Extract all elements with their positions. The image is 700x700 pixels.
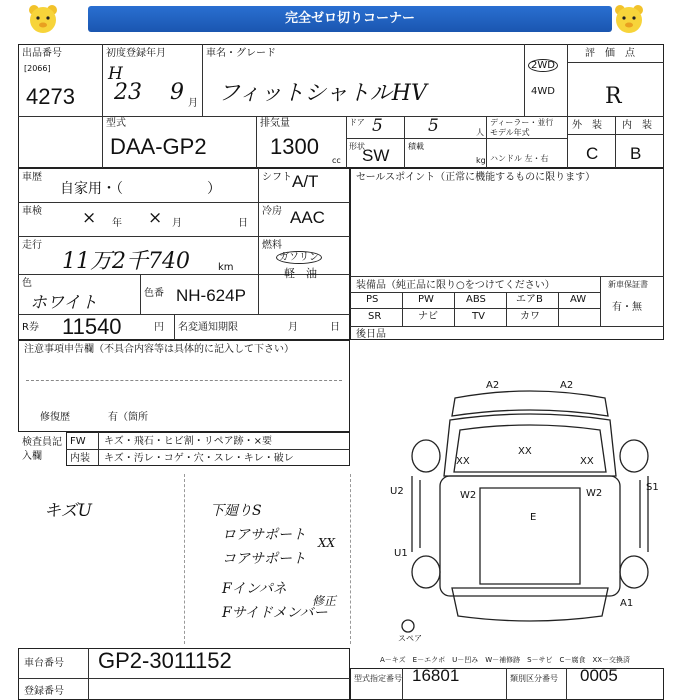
equip-leather: カワ: [520, 311, 540, 322]
fw-label: FW: [70, 436, 86, 447]
inspection-year-mark: ×: [82, 208, 97, 228]
fw-text: キズ・飛石・ヒビ割・リペア跡・×要: [104, 436, 272, 447]
cc-label: 排気量: [260, 118, 290, 129]
history-value: 自家用・（ ）: [60, 181, 221, 197]
color-value: ホワイト: [30, 293, 98, 313]
name-change-day: 日: [330, 322, 340, 333]
color-code-label: 色番: [144, 288, 164, 299]
diagram-spare-label: スペア: [398, 634, 422, 643]
fuel-gasoline: ガソリン: [276, 252, 322, 263]
handle-label: ハンドル 左・右: [490, 154, 549, 163]
class-no-label: 類別区分番号: [510, 674, 558, 683]
type-label: 型式: [106, 118, 126, 129]
sales-grid: [350, 168, 664, 340]
class-no-value: 0005: [580, 666, 618, 685]
load-unit: kg: [476, 156, 486, 165]
shift-label: シフト: [262, 172, 292, 183]
model-no-value: 16801: [412, 666, 460, 685]
exterior-grade: C: [586, 144, 599, 163]
interior-label: 内 装: [622, 120, 652, 131]
inspector-label: 検査員記入欄: [22, 437, 62, 462]
repair-value: 有（箇所: [108, 412, 148, 423]
shape-label: 形状: [349, 142, 365, 151]
model-year-label: モデル年式: [490, 128, 530, 137]
diagram-label-xx-2: XX: [518, 446, 532, 457]
diagram-label-e: E: [530, 512, 537, 523]
remark-left: キズU: [44, 501, 92, 521]
remark-line-1: 下廻りS: [210, 503, 262, 519]
door-value: 5: [372, 116, 383, 136]
door-label: ドア: [349, 118, 365, 127]
model-name: フィットシャトルHV: [218, 81, 427, 106]
recycle-value: 11540: [62, 314, 122, 339]
fuel-label: 燃料: [262, 240, 282, 251]
cc-value: 1300: [270, 134, 319, 159]
model-no-label: 型式指定番号: [354, 674, 402, 683]
warranty-label: 新車保証書: [608, 280, 648, 289]
mascot-bear-icon: [612, 3, 646, 35]
diagram-label-s1: S1: [646, 482, 659, 493]
ac-label: 冷房: [262, 206, 282, 217]
diagram-label-u1: U1: [394, 548, 408, 559]
lot-sub: [2066]: [24, 64, 51, 73]
grade-value: R: [605, 84, 622, 109]
shape-value: SW: [362, 146, 390, 165]
equip-tv: TV: [472, 311, 485, 322]
equip-pw: PW: [418, 294, 434, 305]
diagram-label-xx-1: XX: [456, 456, 470, 467]
diagram-label-a2-right: A2: [560, 380, 574, 391]
interior-check-text: キズ・汚レ・コゲ・穴・スレ・キレ・破レ: [104, 453, 294, 464]
after-label: 後日品: [356, 329, 386, 340]
equip-ps: PS: [366, 294, 379, 305]
diagram-label-xx-3: XX: [580, 456, 594, 467]
type-value: DAA-GP2: [110, 134, 207, 159]
recycle-label: R券: [22, 322, 39, 333]
damage-legend: A－キズ E－エクボ U－凹み W－補修跡 S－サビ C－腐食 XX－交換済: [380, 656, 631, 664]
remark-fix: 修正: [312, 594, 337, 608]
reg-year: 23: [114, 80, 142, 105]
equipment-label: 装備品（純正品に限り○をつけてください）: [356, 280, 555, 291]
mileage-unit: km: [218, 262, 234, 273]
capacity-value: 5: [428, 116, 439, 136]
dealer-label: ディーラー・並行: [490, 118, 554, 127]
inspection-month-unit: 月: [172, 218, 182, 229]
load-label: 積載: [408, 142, 424, 151]
banner-title: 完全ゼロ切りコーナー: [284, 11, 415, 26]
corner-banner: [88, 6, 612, 32]
drive-4wd: 4WD: [531, 86, 555, 97]
name-change-label: 名変通知期限: [178, 322, 238, 333]
model-label: 車名・グレード: [206, 48, 276, 59]
equip-aw: AW: [570, 294, 587, 305]
shift-value: A/T: [292, 172, 319, 191]
equip-sr: SR: [368, 311, 382, 322]
reg-month: 9: [170, 80, 184, 105]
diagram-label-w2-left: W2: [460, 490, 477, 501]
equip-abs: ABS: [466, 294, 486, 305]
remark-line-2: ロアサポート: [222, 527, 306, 543]
capacity-unit: 人: [476, 128, 484, 137]
ac-value: AAC: [290, 208, 325, 227]
exterior-label: 外 装: [572, 120, 602, 131]
interior-grade: B: [630, 144, 642, 163]
equip-airbag: エアB: [516, 294, 543, 305]
equip-navi: ナビ: [418, 311, 438, 322]
reg-month-unit: 月: [188, 98, 198, 109]
mascot-bear-icon: [26, 3, 60, 35]
cc-unit: cc: [332, 156, 341, 165]
repair-label: 修復歴: [40, 412, 70, 423]
inspection-label: 車検: [22, 206, 42, 217]
color-label: 色: [22, 278, 32, 289]
warranty-value: 有・無: [612, 302, 642, 313]
remark-line-5: Fサイドメンバー: [222, 605, 328, 621]
remark-line-3: コアサポート: [222, 551, 306, 567]
name-change-month: 月: [288, 322, 298, 333]
reg-era: H: [108, 64, 123, 84]
history-label: 車歴: [22, 172, 42, 183]
fuel-diesel: 軽 油: [284, 267, 317, 280]
inspection-day-unit: 日: [238, 218, 248, 229]
notes-label: 注意事項申告欄（不具合内容等は具体的に記入して下さい）: [24, 344, 294, 355]
lot-label: 出品番号: [22, 48, 62, 59]
diagram-label-w2-right: W2: [586, 488, 603, 499]
mileage-value: 11万2千740: [62, 249, 190, 274]
inspection-year-unit: 年: [112, 218, 122, 229]
remark-line-4: Fインパネ: [222, 581, 287, 597]
mileage-label: 走行: [22, 240, 42, 251]
diagram-label-a1: A1: [620, 598, 634, 609]
reg-label: 初度登録年月: [106, 48, 166, 59]
color-code-value: NH-624P: [176, 286, 246, 305]
diagram-label-a2-left: A2: [486, 380, 500, 391]
chassis-value: GP2-3011152: [98, 648, 232, 673]
sales-label: セールスポイント（正常に機能するものに限ります）: [356, 172, 596, 183]
recycle-unit: 円: [154, 322, 164, 333]
remark-xx: XX: [318, 536, 336, 550]
diagram-label-u2: U2: [390, 486, 404, 497]
grade-label: 評 価 点: [585, 48, 635, 59]
interior-check-label: 内装: [70, 453, 90, 464]
chassis-label: 車台番号: [24, 658, 64, 669]
inspection-month-mark: ×: [148, 208, 163, 228]
lot-number: 4273: [26, 84, 75, 109]
drive-2wd: 2WD: [528, 60, 558, 71]
reg-no-label: 登録番号: [24, 686, 64, 697]
